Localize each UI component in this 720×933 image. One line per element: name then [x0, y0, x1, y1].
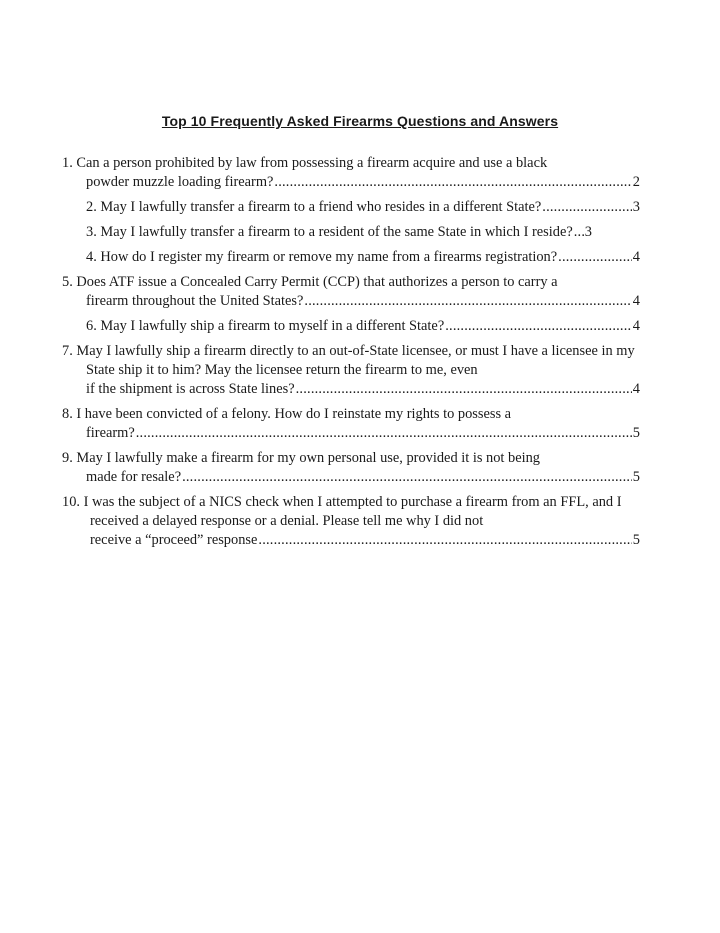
dot-leader [274, 173, 631, 192]
toc-item-tail [86, 380, 640, 399]
toc-item-5[interactable] [62, 273, 640, 311]
dot-leader [136, 424, 632, 443]
dot-leader [542, 198, 632, 217]
toc-page-number: 4 [632, 249, 640, 265]
dot-leader [558, 248, 632, 267]
toc-item-2[interactable] [62, 198, 640, 217]
toc-item-4[interactable] [62, 248, 640, 267]
toc-page-number: 4 [632, 381, 640, 397]
toc-item-last-line: May I lawfully transfer a firearm to a friend who resides in a different State? [100, 199, 542, 215]
toc-item-last-line: receive a “proceed” response [90, 532, 258, 548]
toc-item-number: 7. [62, 343, 73, 359]
toc-page-number: 3 [632, 199, 640, 215]
toc-item-last-line: firearm? [86, 425, 135, 441]
toc-item-number: 10. [62, 494, 80, 510]
toc-item-tail [86, 198, 640, 217]
toc-item-text: May I lawfully ship a firearm directly to an out-of-State licensee, or must I have a licensee in my State ship it to him? May the licensee return the firearm to me, even [76, 343, 635, 378]
toc-item-last-line: made for resale? [86, 469, 182, 485]
toc-item-number: 1. [62, 155, 73, 171]
toc-page-number: 4 [632, 318, 640, 334]
toc-item-last-line: May I lawfully ship a firearm to myself in a different State? [100, 318, 445, 334]
dot-leader [445, 317, 632, 336]
toc-item-tail [86, 424, 640, 443]
toc-item-text: I have been convicted of a felony. How do I reinstate my rights to possess a [76, 406, 512, 422]
dot-leader [296, 380, 632, 399]
toc-page-number: 2 [632, 174, 640, 190]
toc-item-10[interactable] [62, 493, 640, 550]
toc-item-tail [86, 248, 640, 267]
toc-item-tail [90, 531, 640, 550]
toc-page-number: 5 [632, 425, 640, 441]
toc-item-tail [86, 468, 640, 487]
toc-item-1[interactable] [62, 154, 640, 192]
toc-page-number: 4 [632, 293, 640, 309]
toc-item-text: Does ATF issue a Concealed Carry Permit (CCP) that authorizes a person to carry a [76, 274, 558, 290]
toc-item-tail [86, 292, 640, 311]
toc-item-last-line: if the shipment is across State lines? [86, 381, 295, 397]
toc-page-number: 3 [584, 224, 592, 240]
toc-item-8[interactable] [62, 405, 640, 443]
toc-item-6[interactable] [62, 317, 640, 336]
toc-page-number: 5 [632, 469, 640, 485]
toc-item-3[interactable] [62, 223, 640, 242]
toc-item-number: 3. [86, 224, 97, 240]
dot-leader [182, 468, 632, 487]
toc-item-7[interactable] [62, 342, 640, 399]
toc-item-last-line: May I lawfully transfer a firearm to a resident of the same State in which I reside? [100, 224, 573, 240]
toc-item-text: Can a person prohibited by law from possessing a firearm acquire and use a black [76, 155, 548, 171]
table-of-contents [62, 154, 640, 556]
toc-item-last-line: firearm throughout the United States? [86, 293, 304, 309]
toc-item-text: I was the subject of a NICS check when I attempted to purchase a firearm from an FFL, and I received a delayed response or a denial. Please tell me why I did not [83, 494, 622, 529]
toc-item-tail [86, 223, 640, 242]
toc-item-number: 5. [62, 274, 73, 290]
document-title: Top 10 Frequently Asked Firearms Questions and Answers [161, 113, 559, 129]
dot-leader [304, 292, 631, 311]
toc-item-text: May I lawfully make a firearm for my own personal use, provided it is not being [76, 450, 540, 466]
toc-item-9[interactable] [62, 449, 640, 487]
toc-item-last-line: How do I register my firearm or remove my name from a firearms registration? [100, 249, 558, 265]
toc-item-number: 2. [86, 199, 97, 215]
dot-leader [258, 531, 631, 550]
toc-item-last-line: powder muzzle loading firearm? [86, 174, 274, 190]
dot-leader [574, 223, 584, 242]
toc-page-number: 5 [632, 532, 640, 548]
toc-item-tail [86, 173, 640, 192]
toc-item-tail [86, 317, 640, 336]
toc-item-number: 9. [62, 450, 73, 466]
toc-item-number: 4. [86, 249, 97, 265]
toc-item-number: 6. [86, 318, 97, 334]
toc-item-number: 8. [62, 406, 73, 422]
